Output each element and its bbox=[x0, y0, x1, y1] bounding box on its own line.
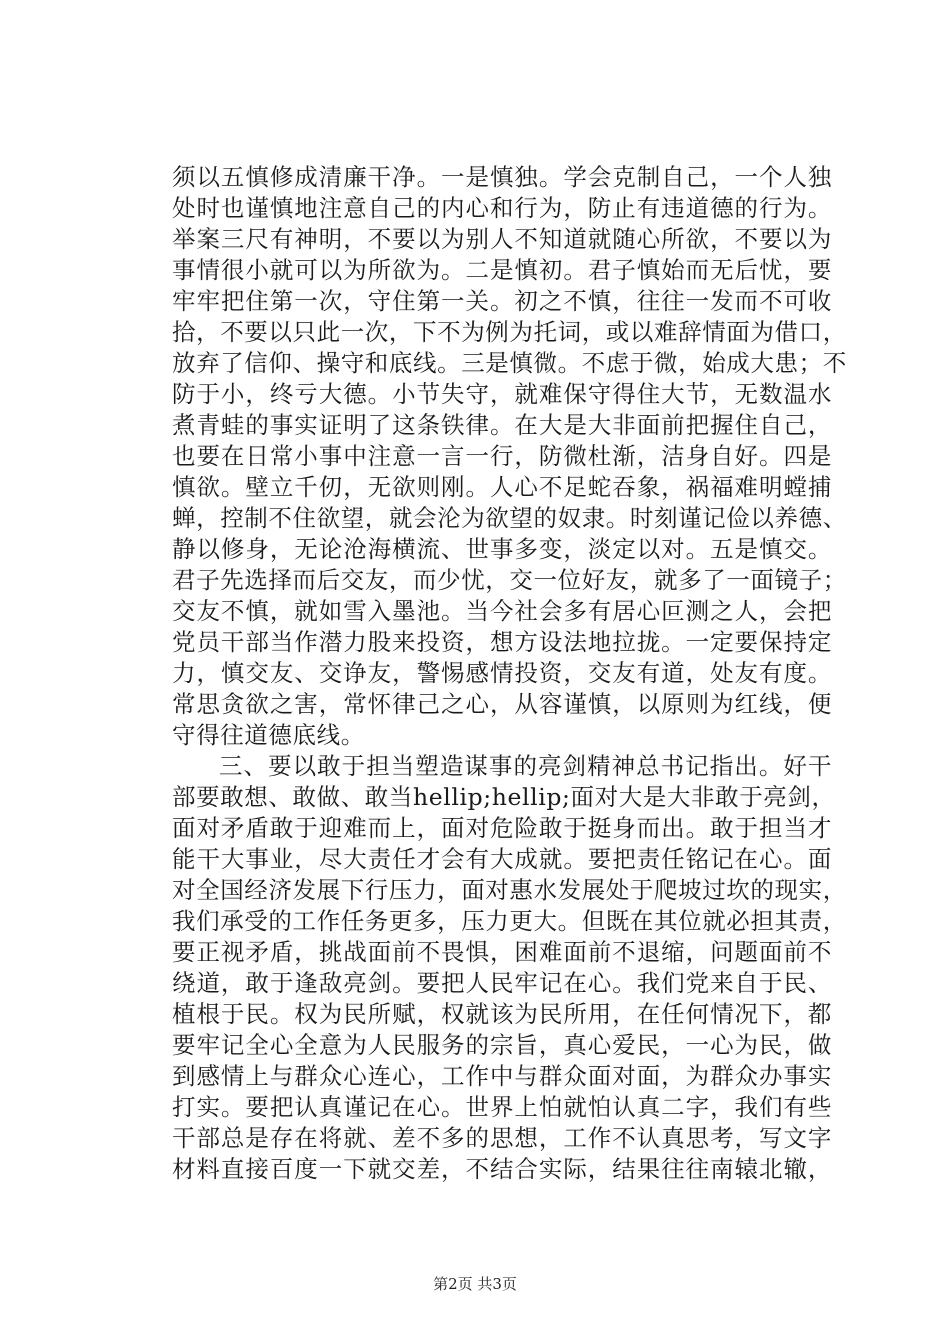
text-line-29: 要牢记全心全意为人民服务的宗旨，真心爱民，一心为民，做 bbox=[172, 1031, 832, 1059]
text-line-14: 君子先选择而后交友，而少忧，交一位好友，就多了一面镜子； bbox=[172, 566, 847, 594]
text-line-32: 干部总是存在将就、差不多的思想，工作不认真思考，写文字 bbox=[172, 1124, 832, 1152]
text-line-31: 打实。要把认真谨记在心。世界上怕就怕认真二字，我们有些 bbox=[172, 1093, 832, 1121]
text-line-12: 蝉，控制不住欲望，就会沦为欲望的奴隶。时刻谨记俭以养德、 bbox=[172, 504, 847, 532]
text-line-2: 处时也谨慎地注意自己的内心和行为，防止有违道德的行为。 bbox=[172, 194, 832, 222]
text-line-6: 拾，不要以只此一次，下不为例为托词，或以难辞情面为借口， bbox=[172, 318, 847, 346]
text-line-24: 对全国经济发展下行压力，面对惠水发展处于爬坡过坎的现实， bbox=[172, 876, 847, 904]
text-line-17: 力，慎交友、交诤友，警惕感情投资，交友有道，处友有度。 bbox=[172, 659, 832, 687]
document-body bbox=[172, 162, 847, 1185]
text-line-13: 静以修身，无论沧海横流、世事多变，淡定以对。五是慎交。 bbox=[172, 535, 832, 563]
page-number-footer: 第2页 共3页 bbox=[433, 1275, 517, 1293]
text-line-25: 我们承受的工作任务更多，压力更大。但既在其位就必担其责， bbox=[172, 907, 847, 935]
text-line-11: 慎欲。壁立千仞，无欲则刚。人心不足蛇吞象，祸福难明螳捕 bbox=[172, 473, 832, 501]
text-line-5: 牢牢把住第一次，守住第一关。初之不慎，往往一发而不可收 bbox=[172, 287, 832, 315]
text-line-30: 到感情上与群众心连心，工作中与群众面对面，为群众办事实 bbox=[172, 1062, 832, 1090]
text-line-33: 材料直接百度一下就交差，不结合实际，结果往往南辕北辙， bbox=[172, 1155, 832, 1183]
text-line-1: 须以五慎修成清廉干净。一是慎独。学会克制自己，一个人独 bbox=[172, 163, 832, 191]
text-line-26: 要正视矛盾，挑战面前不畏惧，困难面前不退缩，问题面前不 bbox=[172, 938, 832, 966]
text-line-7: 放弃了信仰、操守和底线。三是慎微。不虑于微，始成大患；不 bbox=[172, 349, 847, 377]
text-line-23: 能干大事业，尽大责任才会有大成就。要把责任铭记在心。面 bbox=[172, 845, 832, 873]
text-line-19: 守得往道德底线。 bbox=[172, 721, 365, 749]
text-line-21: 部要敢想、敢做、敢当hellip;hellip;面对大是大非敢于亮剑， bbox=[172, 783, 836, 811]
text-line-20: 三、要以敢于担当塑造谋事的亮剑精神总书记指出。好干 bbox=[219, 752, 832, 780]
text-line-16: 党员干部当作潜力股来投资，想方设法地拉拢。一定要保持定 bbox=[172, 628, 832, 656]
text-line-4: 事情很小就可以为所欲为。二是慎初。君子慎始而无后忧，要 bbox=[172, 256, 832, 284]
text-line-3: 举案三尺有神明，不要以为别人不知道就随心所欲，不要以为 bbox=[172, 225, 832, 253]
text-line-27: 绕道，敢于逢敌亮剑。要把人民牢记在心。我们党来自于民、 bbox=[172, 969, 832, 997]
text-line-8: 防于小，终亏大德。小节失守，就难保守得住大节，无数温水 bbox=[172, 380, 832, 408]
text-line-18: 常思贪欲之害，常怀律己之心，从容谨慎，以原则为红线，便 bbox=[172, 690, 832, 718]
text-line-10: 也要在日常小事中注意一言一行，防微杜渐，洁身自好。四是 bbox=[172, 442, 832, 470]
text-line-15: 交友不慎，就如雪入墨池。当今社会多有居心叵测之人，会把 bbox=[172, 597, 832, 625]
text-line-22: 面对矛盾敢于迎难而上，面对危险敢于挺身而出。敢于担当才 bbox=[172, 814, 832, 842]
text-line-9: 煮青蛙的事实证明了这条铁律。在大是大非面前把握住自己， bbox=[172, 411, 832, 439]
text-line-28: 植根于民。权为民所赋，权就该为民所用，在任何情况下，都 bbox=[172, 1000, 832, 1028]
